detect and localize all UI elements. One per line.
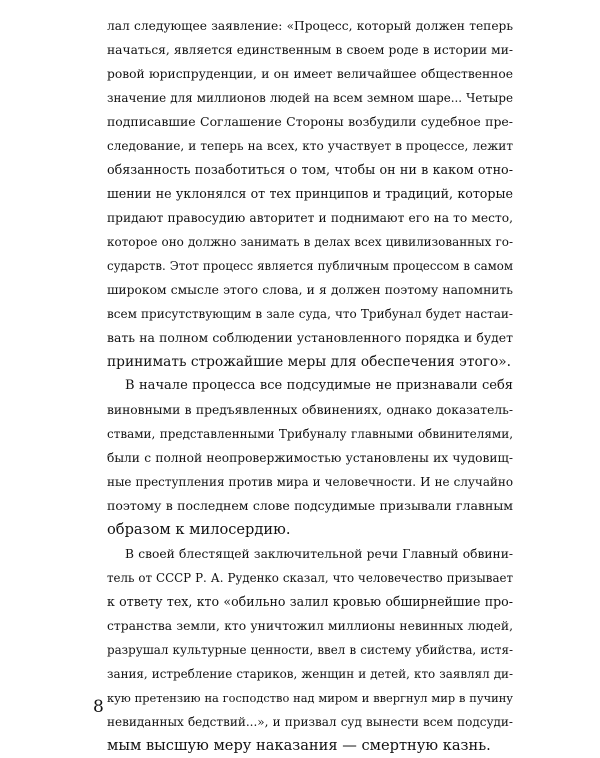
text-line: лал следующее заявление: «Процесс, который должен теперь [107, 19, 513, 33]
text-line: странства земли, кто уничтожил миллионы невинных людей, [107, 619, 513, 633]
text-line: подписавшие Соглашение Стороны возбудили судебное пре- [107, 114, 513, 129]
text-line: сударств. Этот процесс является публичным процессом в самом [107, 259, 513, 273]
text-line: к ответу тех, кто «обильно залил кровью обширнейшие про- [107, 594, 513, 609]
text-line: обязанность позаботиться о том, чтобы он ни в каком отно- [107, 162, 513, 177]
text-line: начаться, является единственным в своем роде в истории ми- [107, 43, 513, 57]
text-line: ствами, представленными Трибуналу главными обвинителями, [107, 427, 513, 441]
text-line: были с полной неопровержимостью установлены их чудовищ- [107, 451, 513, 465]
text-line: которое оно должно занимать в делах всех цивилизованных го- [107, 235, 513, 249]
text-line: кую претензию на господство над миром и ввергнул мир в пучину [107, 691, 513, 705]
text-line: принимать строжайшие меры для обеспечения этого». [107, 354, 512, 370]
text-line: образом к милосердию. [107, 521, 291, 538]
text-line: вать на полном соблюдении установленного порядка и будет [107, 330, 513, 345]
text-line: следование, и теперь на всех, кто участвует в процессе, лежит [107, 139, 513, 153]
text-line: шении не уклонялся от тех принципов и традиций, которые [107, 186, 513, 201]
text-line: невиданных бедствий...», и призвал суд вынести всем подсуди- [107, 715, 513, 729]
page-number: 8 [93, 697, 104, 717]
paragraph-quote [107, 14, 513, 374]
text-line: зания, истребление стариков, женщин и детей, кто заявлял ди- [107, 667, 513, 681]
text-line: ные преступления против мира и человечности. И не случайно [107, 475, 513, 489]
page-body [107, 14, 513, 758]
paragraph-closing-speech [107, 542, 513, 758]
text-line: широком смысле этого слова, и я должен поэтому напомнить [107, 283, 513, 297]
paragraph-defendants [107, 374, 513, 542]
text-line: виновными в предъявленных обвинениях, однако доказатель- [107, 403, 513, 417]
text-line: всем присутствующим в зале суда, что Трибунал будет настаи- [107, 307, 513, 321]
text-line: мым высшую меру наказания — смертную казнь. [107, 737, 491, 754]
text-line: придают правосудию авторитет и поднимают его на то место, [107, 211, 513, 225]
text-line: поэтому в последнем слове подсудимые призывали главным [107, 498, 513, 513]
text-line: ровой юриспруденции, и он имеет величайшее общественное [107, 67, 513, 81]
text-line: тель от СССР Р. А. Руденко сказал, что человечество призывает [107, 571, 513, 585]
text-line: значение для миллионов людей на всем земном шаре... Четыре [107, 91, 513, 105]
text-line: В своей блестящей заключительной речи Главный обвини- [125, 547, 513, 561]
text-line: В начале процесса все подсудимые не признавали себя [125, 378, 513, 393]
text-line: разрушал культурные ценности, ввел в систему убийства, истя- [107, 643, 513, 657]
